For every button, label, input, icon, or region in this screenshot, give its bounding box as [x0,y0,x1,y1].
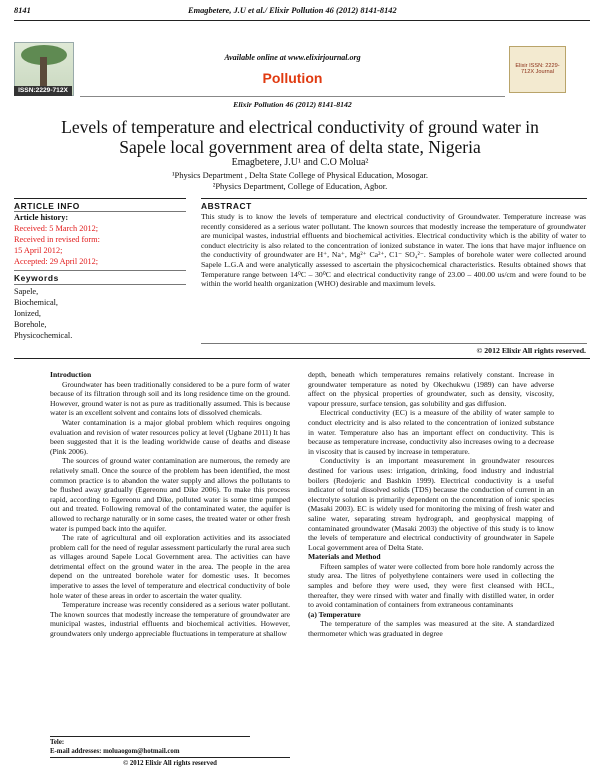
footer-rule [50,736,250,737]
footer-tele: Tele: [50,739,65,746]
footer-email: E-mail addresses: moluaogom@hotmail.com [50,748,180,755]
body-paragraph: Water contamination is a major global problem which requires ongoing evaluation and revision of water resources policy at level (Ugbane 2011) It has been suggested that it is the leading worldwide cause of deaths and disease (Pink 2006). [50,417,290,456]
body-paragraph: Groundwater has been traditionally considered to be a pure form of water because of its filtration through soil and its long residence time on the ground. However, ground water is not as pure as traditionally assumed. This is because water is an excellent solvent and contains lots of dissolved chemicals. [50,379,290,418]
abstract-bottom-rule [201,343,587,344]
issn-label: ISSN:2229-712X [14,86,72,96]
keyword-item: Biochemical, [14,298,59,307]
available-online: Available online at www.elixirjournal.org [224,53,361,62]
body-paragraph: Conductivity is an important measurement in groundwater resources destined for various uses: irrigation, drinking, food industry and industrial boilers (Redojeric and Bashkin 1999). Electrical conductivity is a useful indicator of total dissolved solids (TDS) because the conduction of current in an electrolyte solution is primarily dependent on the concentration of ionic species (Masaki 2003). EC is widely used for monitoring the mixing of fresh water and saline water, separating stream hydrograph, and geophysical mapping of contaminated groundwater (Masaki 2003) the objective of this study is to know the levels of temperature and electrical conductivity of groundwater in Sapele Local government area of Delta State. [308,456,554,552]
authors: Emagbetere, J.U¹ and C.O Molua² [231,157,369,168]
body-paragraph: The temperature of the samples was measured at the site. A standardized thermometer which was graduated in degree [308,619,554,639]
keyword-item: Borehole, [14,320,47,329]
abstract-heading: ABSTRACT [201,201,252,211]
running-title: Emagbetere, J.U et al./ Elixir Pollution 46 (2012) 8141-8142 [188,6,397,15]
methods-heading: Materials and Method [308,552,381,562]
keyword-item: Sapele, [14,287,39,296]
left-column [50,370,290,639]
body-paragraph: Electrical conductivity (EC) is a measure of the ability of water sample to conduct electricity and is also related to the concentration of ionized substance in water. Temperature also has an important effect on conductivity. This is because as temperature increase, conductivity also increases owing to a decrease in viscosity that is caused by increase in temperature. [308,408,554,456]
accepted-date: Accepted: 29 April 2012; [14,257,99,266]
right-column [308,370,554,639]
introduction-heading: Introduction [50,370,92,379]
article-history-heading: Article history: [14,213,69,222]
footer-bottom-rule [50,757,290,758]
affiliation-2: ²Physics Department, College of Education, Agbor. [212,181,388,191]
article-info-subrule [14,211,186,212]
received-date: Received: 5 March 2012; [14,224,99,233]
body-paragraph: Temperature increase was recently considered as a serious water pollutant. The known sources that modestly increase the temperature of groundwater are municipal wastes, industrial effluents and biochemical activities. However, groundwaters only undergo appreciable fluctuations in temperature at shallow [50,600,290,639]
abstract-copyright: © 2012 Elixir All rights reserved. [476,346,586,355]
keyword-item: Ionized, [14,309,41,318]
article-info-rule [14,198,186,199]
body-paragraph: depth, beneath which temperatures remains relatively constant. Increase in groundwater temperature as noted by Okechukwu (1989) can have adverse affect on the physical properties of groundwater, such as density, viscosity, vapour pressure, surface tension, gas solubility and gas diffusion. [308,370,554,408]
body-paragraph: The sources of ground water contamination are numerous, the remedy are relatively small. Once the source of the problem has been identified, the most common practice is to abandon the water supply and allows the pollutants to be flushed away gradually (Egereonu and Dike 2006). To make this process rapid, according to Egereonu and Dike, polluted water is some time pumped out and treated. Following removal of the contaminated water, the aquifer is allowed to recharge naturally or in some cases, the treated water or other fresh water is pumped back into the aquifer. [50,456,290,533]
elixir-logo-text: Elixir ISSN: 2229-712X Journal [515,63,560,75]
page-number: 8141 [14,6,31,15]
keyword-item: Physicochemical. [14,331,73,340]
abstract-rule [201,198,587,199]
keywords-rule [14,270,186,271]
abstract-text: This study is to know the levels of temperature and electrical conductivity of Groundwater. Temperature increase was recently considered as a serious water pollutant. The known sources that modestly increase the temperature of groundwater are municipal wastes, industrial effluents and biochemical activities. Electrical conductivity which is the ability of water to conduct electricity is also related to the concentration of ionized substance in water. The ions that have major influence on the conductivity of groundwater are H⁺, Na⁺, Mg²⁺ Ca²⁺, C1⁻ SO₄²⁻. Samples of borehole water were collected around Sapele L.G.A and were analytically assessed to ascertain the physicochemical characteristics. Results obtained shows that Temperature range between 14⁰C – 30⁰C and electrical conductivity range of 23.00 – 400.00 us/cm and were found to be within the world health organization (WHO) desirable and maximum levels. [201,212,586,289]
journal-name: Pollution [262,70,323,86]
citation-line: Elixir Pollution 46 (2012) 8141-8142 [233,100,352,109]
banner-rule [80,96,505,97]
temperature-heading: (a) Temperature [308,609,361,619]
paper-title: Levels of temperature and electrical conductivity of ground water in Sapele local government area of delta state, Nigeria [61,117,539,157]
section-divider [14,358,590,359]
body-paragraph: Fifteen samples of water were collected from bore hole randomly across the study area. The litres of polyethylene containers were used in collecting the samples and before they were used, they were first cleansed with HCL, thereafter, they were rinsed with water and finally with distilled water, in order to avoid contamination of containers from extraneous contaminants [308,561,554,610]
footer-copyright: © 2012 Elixir All rights reserved [123,760,217,767]
affiliation-1: ¹Physics Department , Delta State College of Physical Education, Mosogar. [171,170,429,180]
revised-label: Received in revised form: [14,235,100,244]
keywords-subrule [14,284,186,285]
keywords-heading: Keywords [14,273,59,283]
body-paragraph: The rate of agricultural and oil exploration activities and its associated problem call for the need of regular assessment particularly the rural area such as villages around Sapele Local Government area. The activities can have detrimental effect on the ground water in the area. The people in the area depend on the untreated borehole water for domestic uses. It becomes imperative to asses the level of temperature and electrical conductivity of bole hole water of these areas in order to ascertain the water quality. [50,533,290,600]
elixir-logo [509,46,566,93]
article-info-heading: ARTICLE INFO [14,201,80,211]
revised-date: 15 April 2012; [14,246,63,255]
header-rule [14,20,590,21]
